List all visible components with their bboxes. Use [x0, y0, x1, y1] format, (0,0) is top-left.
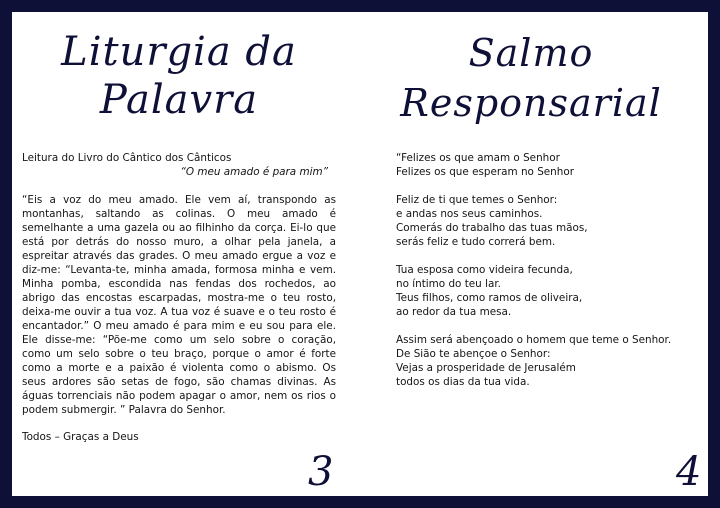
- psalm-stanza-1: [396, 193, 696, 249]
- liturgy-title-line-2: Palavra: [99, 77, 259, 123]
- liturgy-title: [22, 28, 336, 124]
- psalm-line: Vejas a prosperidade de Jerusalém: [396, 362, 576, 374]
- psalm-title-line-2: Responsarial: [400, 81, 662, 125]
- psalm-line: Comerás do trabalho das tuas mãos,: [396, 222, 588, 234]
- left-page: [22, 12, 336, 496]
- psalm-refrain: [396, 151, 696, 179]
- psalm-line: todos os dias da tua vida.: [396, 376, 530, 388]
- booklet-spread: [12, 12, 708, 496]
- psalm-line: De Sião te abençoe o Senhor:: [396, 348, 551, 360]
- psalm-line: no íntimo do teu lar.: [396, 278, 501, 290]
- right-page: [396, 12, 702, 496]
- reading-text: “Eis a voz do meu amado. Ele vem aí, transpondo as montanhas, saltando as colinas. O meu amado é semelhante a uma gazela ou ao filhinho da corça. Ei-lo que está por detrás do nosso muro, a olhar pela janela, a espreitar através das grades. O meu amado ergue a voz e diz-me: “Levanta-te, minha amada, formosa minha e vem. Minha pomba, escondida nas fendas dos rochedos, ao abrigo das encostas escarpadas, mostra-me o teu rosto, deixa-me ouvir a tua voz. A tua voz é suave e o teu rosto é encantador.” O meu amado é para mim e eu sou para ele. Ele disse-me: “Põe-me como um selo sobre o coração, como um selo sobre o teu braço, porque o amor é forte como a morte e a paixão é violenta como o abismo. Os seus ardores são setas de fogo, são chamas divinas. As águas torrenciais não podem apagar o amor, nem os rios o podem submergir. ” Palavra do Senhor.: [22, 194, 336, 416]
- reading-quote: “O meu amado é para mim”: [180, 166, 328, 178]
- psalm-line: Feliz de ti que temes o Senhor:: [396, 194, 558, 206]
- page-number-right: 4: [676, 449, 702, 495]
- psalm-stanza-3: [396, 333, 696, 389]
- reading-reference: Leitura do Livro do Cântico dos Cânticos: [22, 152, 232, 164]
- reading-source: [22, 151, 336, 179]
- psalm-title-line-1: Salmo: [468, 31, 594, 75]
- page-number-left: 3: [308, 449, 334, 495]
- psalm-line: Teus filhos, como ramos de oliveira,: [396, 292, 583, 304]
- psalm-title: [366, 28, 696, 128]
- psalm-stanza-2: [396, 263, 696, 319]
- psalm-text: [396, 151, 696, 403]
- reading-response: Todos – Graças a Deus: [22, 431, 139, 443]
- psalm-line: serás feliz e tudo correrá bem.: [396, 236, 556, 248]
- psalm-line: Assim será abençoado o homem que teme o Senhor.: [396, 334, 672, 346]
- psalm-line: ao redor da tua mesa.: [396, 306, 512, 318]
- psalm-line: “Felizes os que amam o Senhor: [396, 152, 560, 164]
- psalm-line: Tua esposa como videira fecunda,: [396, 264, 573, 276]
- psalm-line: e andas nos seus caminhos.: [396, 208, 543, 220]
- liturgy-title-line-1: Liturgia da: [61, 29, 297, 75]
- psalm-line: Felizes os que esperam no Senhor: [396, 166, 574, 178]
